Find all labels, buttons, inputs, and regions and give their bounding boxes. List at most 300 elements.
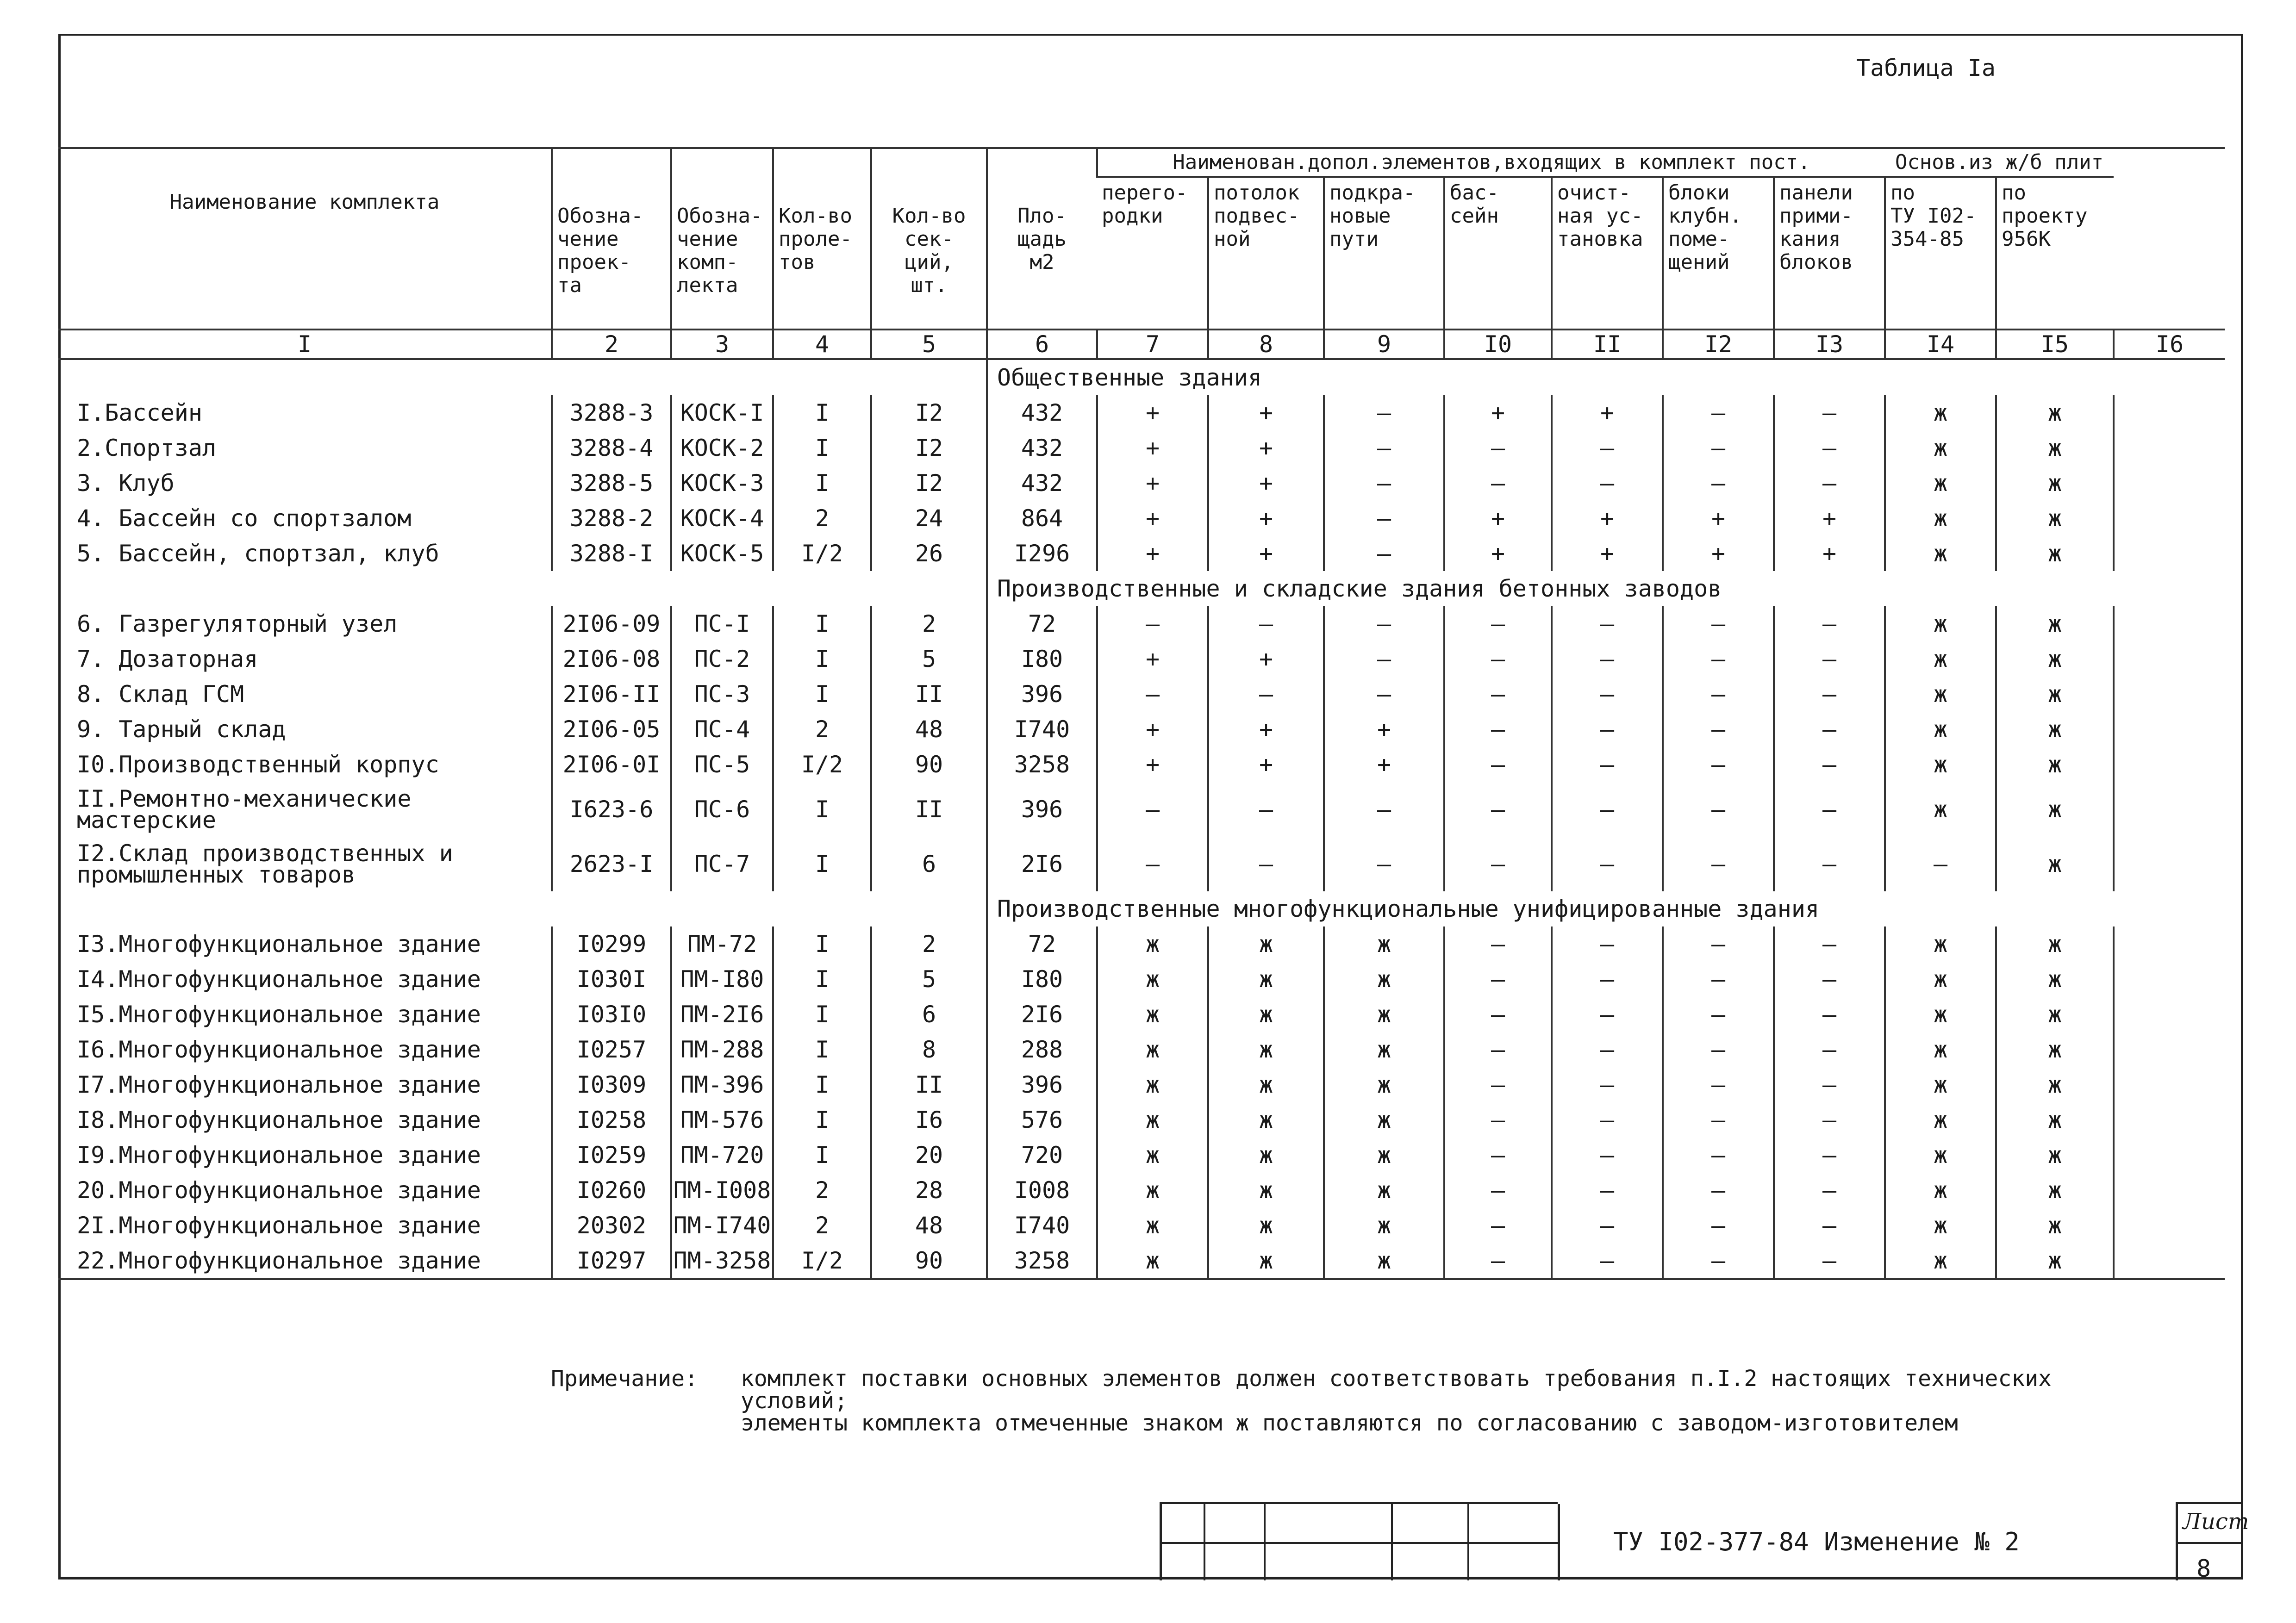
column-number: 9 (1324, 330, 1444, 359)
cell: ж (1324, 1032, 1444, 1067)
cell: 2 (773, 1208, 871, 1243)
cell: – (1444, 927, 1552, 962)
cell: ж (1324, 1208, 1444, 1243)
cell: – (1663, 395, 1774, 430)
cell: КОСК-I (671, 395, 773, 430)
cell: 2I06-09 (552, 606, 671, 641)
cell: 26 (871, 536, 987, 571)
cell: – (1774, 677, 1885, 712)
cell: – (1444, 1173, 1552, 1208)
cell: II (871, 782, 987, 837)
cell: 5 (871, 962, 987, 997)
cell: ж (1885, 430, 1996, 466)
kit-name: I6.Многофункциональное здание (77, 1036, 481, 1063)
cell: ж (1885, 1032, 1996, 1067)
cell: – (1774, 606, 1885, 641)
cell: ж (1324, 927, 1444, 962)
kit-name: 3. Клуб (77, 470, 175, 497)
cell: I/2 (773, 1243, 871, 1279)
cell: – (1774, 782, 1885, 837)
cell: КОСК-3 (671, 466, 773, 501)
cell: ж (1324, 1243, 1444, 1279)
cell: – (1552, 430, 1663, 466)
cell: – (1552, 1067, 1663, 1102)
cell: ж (1208, 962, 1324, 997)
cell: 2 (773, 1173, 871, 1208)
cell: 2623-I (552, 837, 671, 891)
cell: – (1444, 747, 1552, 782)
cell: + (1663, 536, 1774, 571)
title-block (1160, 1502, 2249, 1583)
cell: – (1324, 837, 1444, 891)
cell: – (1324, 501, 1444, 536)
cell: 20302 (552, 1208, 671, 1243)
cell: – (1774, 712, 1885, 747)
cell: 2I06-05 (552, 712, 671, 747)
cell: – (1774, 641, 1885, 677)
cell: – (1552, 837, 1663, 891)
cell: – (1324, 536, 1444, 571)
kit-name: 7. Дозаторная (77, 646, 258, 672)
sheet-label: Лист (2183, 1509, 2249, 1535)
kit-name: I9.Многофункциональное здание (77, 1142, 481, 1169)
kit-name: 2.Спортзал (77, 435, 217, 461)
header-group-elements: Наименован.допол.элементов,входящих в комплект пост. (1097, 148, 1885, 177)
cell: I80 (987, 641, 1097, 677)
cell: ПМ-I80 (671, 962, 773, 997)
cell: 48 (871, 1208, 987, 1243)
cell: 28 (871, 1173, 987, 1208)
kit-name: 20.Многофункциональное здание (77, 1177, 481, 1204)
cell: 720 (987, 1138, 1097, 1173)
kit-name: I3.Многофункциональное здание (77, 931, 481, 958)
cell: – (1552, 641, 1663, 677)
cell: ж (1885, 1067, 1996, 1102)
kit-name: 6. Газрегуляторный узел (77, 610, 398, 637)
note-text (741, 1368, 2129, 1434)
cell: – (1552, 712, 1663, 747)
cell: ж (1996, 1102, 2114, 1138)
document-code: ТУ I02-377-84 Изменение № 2 (1613, 1527, 2020, 1556)
cell: + (1552, 501, 1663, 536)
cell: – (1444, 641, 1552, 677)
cell: ж (1324, 1173, 1444, 1208)
cell: – (1663, 1208, 1774, 1243)
cell: – (1444, 1138, 1552, 1173)
column-number: I3 (1774, 330, 1885, 359)
cell: ж (1996, 962, 2114, 997)
column-number: 6 (987, 330, 1097, 359)
cell: – (1208, 782, 1324, 837)
kit-name: 5. Бассейн, спортзал, клуб (77, 540, 439, 567)
table-row (58, 837, 2225, 891)
note-line-2: элементы комплекта отмеченные знаком ж поставляются по согласованию с заводом-изготовителем (741, 1410, 1958, 1436)
cell: ж (1885, 1173, 1996, 1208)
cell: ж (1208, 1102, 1324, 1138)
cell: – (1552, 1173, 1663, 1208)
cell: 2I6 (987, 997, 1097, 1032)
table-row (58, 1138, 2225, 1173)
cell: ж (1208, 1067, 1324, 1102)
cell: + (1208, 430, 1324, 466)
cell: ж (1885, 677, 1996, 712)
cell: ж (1097, 1243, 1208, 1279)
table-row (58, 606, 2225, 641)
cell: 72 (987, 927, 1097, 962)
cell: I0260 (552, 1173, 671, 1208)
cell: I/2 (773, 536, 871, 571)
cell: – (1663, 641, 1774, 677)
cell: – (1444, 782, 1552, 837)
column-numbers-row (58, 330, 2225, 359)
cell: 396 (987, 1067, 1097, 1102)
cell: – (1774, 837, 1885, 891)
cell: ж (1208, 1032, 1324, 1067)
kit-name: 9. Тарный склад (77, 716, 286, 743)
header-sections-count: Кол-во сек- ций, шт. (871, 148, 987, 330)
cell: КОСК-2 (671, 430, 773, 466)
cell: – (1324, 395, 1444, 430)
cell: – (1552, 1102, 1663, 1138)
cell: I0309 (552, 1067, 671, 1102)
cell: I740 (987, 712, 1097, 747)
column-number: I2 (1663, 330, 1774, 359)
header-cleaning-unit: очист- ная ус- тановка (1552, 177, 1663, 330)
column-number: II (1552, 330, 1663, 359)
cell: 2I06-08 (552, 641, 671, 677)
section-label: Общественные здания (987, 359, 2225, 395)
cell: ж (1885, 501, 1996, 536)
cell: ж (1996, 1032, 2114, 1067)
cell: ж (1097, 927, 1208, 962)
cell: – (1208, 677, 1324, 712)
cell: КОСК-5 (671, 536, 773, 571)
cell: I030I (552, 962, 671, 997)
cell: – (1663, 837, 1774, 891)
cell: + (1663, 501, 1774, 536)
cell: ж (1885, 536, 1996, 571)
cell: II (871, 677, 987, 712)
cell: – (1774, 466, 1885, 501)
cell: – (1552, 677, 1663, 712)
cell: 2 (871, 927, 987, 962)
cell: – (1097, 677, 1208, 712)
column-number: 8 (1208, 330, 1324, 359)
cell: I80 (987, 962, 1097, 997)
cell: – (1663, 1173, 1774, 1208)
cell: – (1324, 641, 1444, 677)
table-row (58, 782, 2225, 837)
cell: 2 (871, 606, 987, 641)
cell: – (1444, 1243, 1552, 1279)
cell: I0299 (552, 927, 671, 962)
kit-name: I7.Многофункциональное здание (77, 1071, 481, 1098)
cell: – (1444, 997, 1552, 1032)
cell: I (773, 782, 871, 837)
cell: I (773, 466, 871, 501)
table-row (58, 1243, 2225, 1279)
section-label: Производственные и складские здания бетонных заводов (987, 571, 2225, 606)
cell: ж (1885, 466, 1996, 501)
header-kit-name: Наименование комплекта (58, 148, 552, 330)
cell: ж (1097, 1208, 1208, 1243)
cell: I0257 (552, 1032, 671, 1067)
cell: ж (1996, 466, 2114, 501)
cell: 20 (871, 1138, 987, 1173)
header-area: Пло- щадь м2 (987, 148, 1097, 330)
cell: 3258 (987, 1243, 1097, 1279)
cell: – (1663, 677, 1774, 712)
cell: 6 (871, 837, 987, 891)
table-row (58, 927, 2225, 962)
cell: I (773, 1102, 871, 1138)
cell: ж (1097, 1102, 1208, 1138)
table-header-row-1 (58, 148, 2225, 177)
cell: ж (1208, 997, 1324, 1032)
cell: – (1208, 837, 1324, 891)
cell: ж (1996, 501, 2114, 536)
cell: 90 (871, 1243, 987, 1279)
cell: ж (1885, 641, 1996, 677)
cell: I008 (987, 1173, 1097, 1208)
cell: I (773, 962, 871, 997)
table-title: Таблица Iа (1856, 55, 1996, 81)
cell: + (1552, 395, 1663, 430)
kit-name: I2.Склад производственных и промышленных товаров (77, 840, 453, 888)
table-row (58, 1173, 2225, 1208)
cell: 288 (987, 1032, 1097, 1067)
cell: + (1444, 501, 1552, 536)
header-tu-base: по ТУ I02- 354-85 (1885, 177, 1996, 330)
kit-name: 2I.Многофункциональное здание (77, 1212, 481, 1239)
cell: ПМ-396 (671, 1067, 773, 1102)
table-row (58, 962, 2225, 997)
cell: ж (1208, 1243, 1324, 1279)
cell: – (1663, 747, 1774, 782)
cell: 432 (987, 395, 1097, 430)
cell: ж (1208, 1138, 1324, 1173)
cell: ж (1996, 837, 2114, 891)
cell: – (1774, 395, 1885, 430)
cell: – (1774, 1067, 1885, 1102)
cell: – (1663, 606, 1774, 641)
cell: 3258 (987, 747, 1097, 782)
cell: – (1552, 927, 1663, 962)
cell: – (1774, 927, 1885, 962)
cell: КОСК-4 (671, 501, 773, 536)
cell: 72 (987, 606, 1097, 641)
section-row (58, 891, 2225, 927)
cell: ПС-7 (671, 837, 773, 891)
cell: – (1663, 1067, 1774, 1102)
header-pool: бас- сейн (1444, 177, 1552, 330)
cell: ж (1996, 782, 2114, 837)
header-ceiling: потолок подвес- ной (1208, 177, 1324, 330)
cell: – (1324, 782, 1444, 837)
cell: ж (1996, 712, 2114, 747)
cell: ПС-4 (671, 712, 773, 747)
table-body (58, 359, 2225, 1279)
cell: – (1552, 782, 1663, 837)
cell: ПМ-288 (671, 1032, 773, 1067)
cell: – (1097, 782, 1208, 837)
cell: – (1552, 606, 1663, 641)
kit-name: I4.Многофункциональное здание (77, 966, 481, 993)
cell: I (773, 430, 871, 466)
cell: – (1774, 1102, 1885, 1138)
cell: – (1774, 1138, 1885, 1173)
cell: I (773, 997, 871, 1032)
cell: ж (1208, 1173, 1324, 1208)
cell: ж (1885, 782, 1996, 837)
table-row (58, 712, 2225, 747)
cell: I (773, 837, 871, 891)
cell: ПМ-72 (671, 927, 773, 962)
cell: – (1774, 1173, 1885, 1208)
table-row (58, 430, 2225, 466)
cell: ПМ-I740 (671, 1208, 773, 1243)
section-label: Производственные многофункциональные унифицированные здания (987, 891, 2225, 927)
cell: 2I6 (987, 837, 1097, 891)
cell: ж (1996, 606, 2114, 641)
cell: I2 (871, 395, 987, 430)
header-group-base: Основ.из ж/б плит (1885, 148, 2114, 177)
cell: + (1097, 501, 1208, 536)
cell: 8 (871, 1032, 987, 1067)
cell: 3288-I (552, 536, 671, 571)
sheet-number: 8 (2196, 1555, 2211, 1583)
cell: – (1774, 1208, 1885, 1243)
cell: ж (1996, 1208, 2114, 1243)
section-row (58, 571, 2225, 606)
cell: 3288-3 (552, 395, 671, 430)
cell: ПМ-2I6 (671, 997, 773, 1032)
cell: I0297 (552, 1243, 671, 1279)
cell: – (1663, 1032, 1774, 1067)
cell: – (1663, 1138, 1774, 1173)
cell: + (1208, 536, 1324, 571)
cell: – (1444, 712, 1552, 747)
table-row (58, 536, 2225, 571)
kit-name: I.Бассейн (77, 399, 202, 426)
cell: + (1097, 395, 1208, 430)
header-spans-count: Кол-во проле- тов (773, 148, 871, 330)
cell: + (1208, 747, 1324, 782)
table-row (58, 466, 2225, 501)
table-bottom-line (58, 1279, 2225, 1280)
header-project-base: по проекту 956К (1996, 177, 2114, 330)
cell: ж (1885, 927, 1996, 962)
cell: ж (1996, 1138, 2114, 1173)
cell: ж (1324, 1102, 1444, 1138)
cell: – (1097, 837, 1208, 891)
cell: – (1444, 1067, 1552, 1102)
cell: – (1552, 466, 1663, 501)
header-junction-panels: панели прими- кания блоков (1774, 177, 1885, 330)
cell: 432 (987, 430, 1097, 466)
column-number: I (58, 330, 552, 359)
section-row (58, 359, 2225, 395)
title-block-cells (1160, 1502, 1558, 1580)
cell: 6 (871, 997, 987, 1032)
cell: I0259 (552, 1138, 671, 1173)
cell: ж (1885, 1243, 1996, 1279)
kit-name: I5.Многофункциональное здание (77, 1001, 481, 1028)
cell: – (1324, 677, 1444, 712)
table-row (58, 641, 2225, 677)
cell: – (1774, 962, 1885, 997)
cell: ж (1208, 927, 1324, 962)
cell: 3288-4 (552, 430, 671, 466)
cell: ж (1324, 997, 1444, 1032)
cell: 48 (871, 712, 987, 747)
cell: ж (1996, 641, 2114, 677)
cell: – (1774, 997, 1885, 1032)
cell: 2 (773, 712, 871, 747)
cell: ж (1885, 606, 1996, 641)
cell: + (1324, 712, 1444, 747)
cell: I (773, 395, 871, 430)
cell: ж (1885, 712, 1996, 747)
kit-name: 4. Бассейн со спортзалом (77, 505, 412, 532)
cell: ПС-2 (671, 641, 773, 677)
header-crane-tracks: подкра- новые пути (1324, 177, 1444, 330)
cell: 864 (987, 501, 1097, 536)
cell: – (1552, 1243, 1663, 1279)
table-row (58, 395, 2225, 430)
table-row (58, 1032, 2225, 1067)
cell: + (1208, 641, 1324, 677)
table-row (58, 501, 2225, 536)
note-label: Примечание: (551, 1366, 698, 1392)
cell: ж (1996, 536, 2114, 571)
column-number: 3 (671, 330, 773, 359)
cell: ж (1996, 430, 2114, 466)
cell: I (773, 677, 871, 712)
cell: – (1552, 747, 1663, 782)
cell: ж (1996, 1173, 2114, 1208)
cell: I6 (871, 1102, 987, 1138)
note-line-1: комплект поставки основных элементов должен соответствовать требования п.I.2 настоящих технических условий; (741, 1366, 2052, 1414)
cell: I (773, 606, 871, 641)
cell: – (1444, 837, 1552, 891)
cell: + (1208, 501, 1324, 536)
table-row (58, 1102, 2225, 1138)
cell: I740 (987, 1208, 1097, 1243)
cell: – (1663, 712, 1774, 747)
cell: ж (1324, 962, 1444, 997)
table-row (58, 1067, 2225, 1102)
cell: – (1552, 962, 1663, 997)
cell: – (1097, 606, 1208, 641)
cell: – (1663, 782, 1774, 837)
cell: 5 (871, 641, 987, 677)
cell: ж (1996, 927, 2114, 962)
table-row (58, 677, 2225, 712)
cell: ж (1097, 1032, 1208, 1067)
sheet-box (2176, 1502, 2249, 1583)
cell: 432 (987, 466, 1097, 501)
cell: – (1444, 1208, 1552, 1243)
cell: – (1885, 837, 1996, 891)
cell: + (1444, 536, 1552, 571)
cell: – (1444, 466, 1552, 501)
cell: ПС-6 (671, 782, 773, 837)
cell: + (1324, 747, 1444, 782)
cell: – (1324, 466, 1444, 501)
table-row (58, 997, 2225, 1032)
cell: – (1663, 430, 1774, 466)
